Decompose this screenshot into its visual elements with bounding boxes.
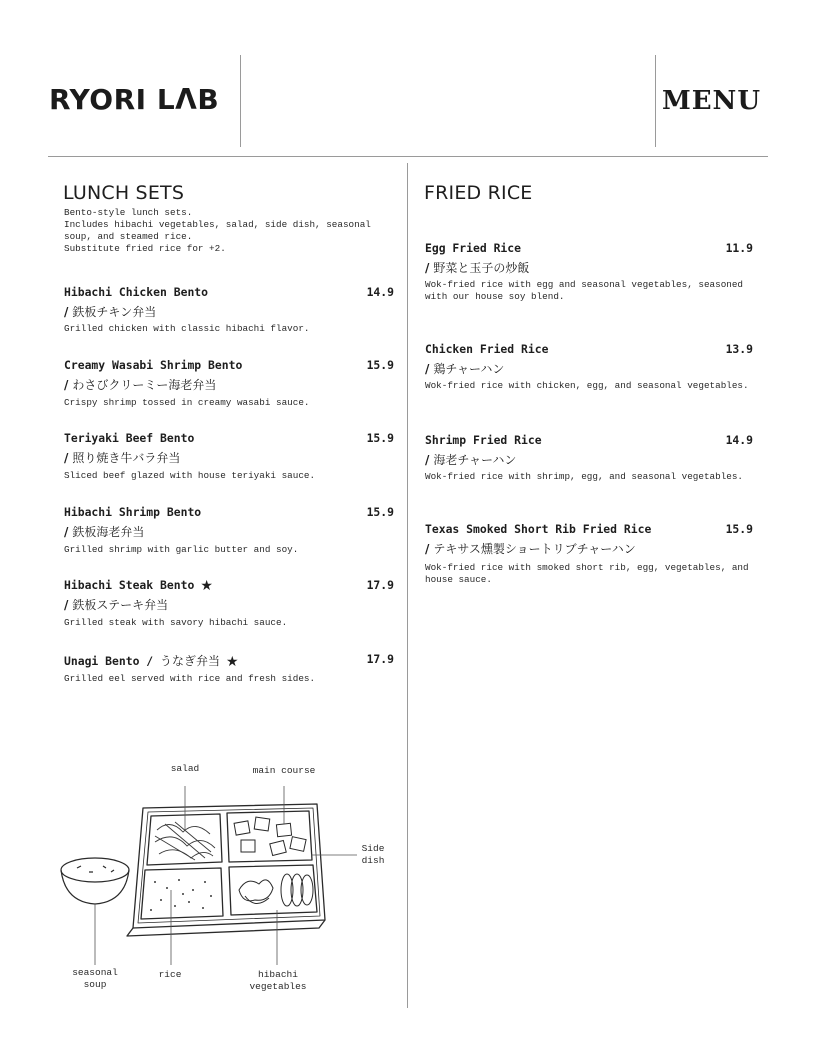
item-japanese-name	[64, 523, 144, 540]
item-jp-text: 海老チャーハン	[433, 453, 517, 467]
diagram-label-side-dish: Side dish	[361, 843, 385, 866]
item-jp-text: 野菜と玉子の炒飯	[433, 261, 530, 275]
item-name: Teriyaki Beef Bento	[64, 431, 195, 445]
item-price: 15.9	[366, 358, 394, 372]
item-price: 15.9	[725, 522, 753, 536]
slash-separator: /	[64, 451, 69, 465]
item-name	[64, 578, 213, 594]
item-jp-text: 鉄板ステーキ弁当	[72, 598, 169, 612]
menu-item-creamy-wasabi-shrimp-bento	[64, 358, 396, 418]
item-name-text: Unagi Bento	[64, 654, 140, 668]
item-price: 15.9	[366, 431, 394, 445]
diagram-label-seasonal-soup: seasonal soup	[72, 967, 118, 990]
item-jp-text: 鉄板チキン弁当	[72, 305, 157, 319]
item-japanese-name	[425, 451, 516, 468]
item-name-text: Hibachi Steak Bento	[64, 578, 195, 592]
menu-item-hibachi-shrimp-bento	[64, 505, 396, 565]
item-name: Shrimp Fried Rice	[425, 433, 542, 447]
slash-separator: /	[64, 305, 69, 319]
item-price: 17.9	[366, 652, 394, 666]
diagram-label-hibachi-vegetables: hibachi vegetables	[249, 969, 307, 992]
menu-item-egg-fried-rice	[425, 241, 755, 307]
menu-item-texas-smoked-short-rib-fried-rice	[425, 522, 755, 588]
item-description: Grilled shrimp with garlic butter and soy.	[64, 544, 299, 555]
slash-separator: /	[425, 453, 430, 467]
item-jp-text: 鶏チャーハン	[433, 362, 505, 376]
brand-logo: RYORI LΛB	[49, 83, 220, 116]
item-price: 14.9	[725, 433, 753, 447]
slash-separator: /	[425, 261, 430, 275]
slash-separator: /	[64, 598, 69, 612]
item-japanese-name	[425, 540, 636, 557]
item-japanese-name	[425, 259, 529, 276]
bento-box-illustration	[55, 760, 385, 970]
slash-separator: /	[64, 378, 69, 392]
item-jp-text: 鉄板海老弁当	[72, 525, 145, 539]
item-jp-text: テキサス燻製ショートリブチャーハン	[433, 542, 636, 556]
item-name	[64, 652, 239, 670]
lunch-sets-title: LUNCH SETS	[63, 182, 185, 204]
item-price: 11.9	[725, 241, 753, 255]
item-description: Wok-fried rice with shrimp, egg, and seasonal vegetables.	[425, 471, 744, 482]
item-name: Chicken Fried Rice	[425, 342, 549, 356]
slash-separator: /	[425, 542, 430, 556]
item-jp-text: うなぎ弁当	[160, 654, 221, 668]
item-price: 15.9	[366, 505, 394, 519]
menu-item-chicken-fried-rice	[425, 342, 755, 398]
item-description: Wok-fried rice with smoked short rib, egg, vegetables, and house sauce.	[425, 562, 749, 585]
item-description: Wok-fried rice with egg and seasonal vegetables, seasoned with our house soy blend.	[425, 279, 744, 302]
menu-item-shrimp-fried-rice	[425, 433, 755, 489]
diagram-label-main-course: main course	[252, 765, 316, 776]
item-description: Sliced beef glazed with house teriyaki sauce.	[64, 470, 316, 481]
item-jp-text: わさびクリーミー海老弁当	[72, 378, 217, 392]
menu-item-hibachi-chicken-bento	[64, 285, 396, 345]
item-description: Grilled eel served with rice and fresh sides.	[64, 673, 316, 684]
star-icon: ★	[200, 578, 213, 594]
item-description: Grilled steak with savory hibachi sauce.	[64, 617, 288, 628]
slash-separator: /	[64, 525, 69, 539]
header-rule	[48, 156, 768, 157]
menu-item-unagi-bento	[64, 652, 396, 692]
item-price: 14.9	[366, 285, 394, 299]
diagram-label-rice: rice	[158, 969, 182, 980]
item-japanese-name	[64, 449, 180, 466]
header-divider-left	[240, 55, 241, 147]
item-name: Egg Fried Rice	[425, 241, 522, 255]
item-description: Crispy shrimp tossed in creamy wasabi sauce.	[64, 397, 310, 408]
item-name: Hibachi Shrimp Bento	[64, 505, 202, 519]
item-price: 17.9	[366, 578, 394, 592]
item-jp-text: 照り焼き牛バラ弁当	[72, 451, 181, 465]
item-japanese-name	[64, 596, 168, 613]
item-name: Texas Smoked Short Rib Fried Rice	[425, 522, 652, 536]
item-description: Wok-fried rice with chicken, egg, and seasonal vegetables.	[425, 380, 749, 391]
menu-item-teriyaki-beef-bento	[64, 431, 396, 491]
item-name: Hibachi Chicken Bento	[64, 285, 209, 299]
slash-separator: /	[146, 654, 154, 668]
fried-rice-title: FRIED RICE	[424, 182, 533, 204]
item-japanese-name	[64, 376, 216, 393]
menu-title: MENU	[661, 86, 761, 116]
item-japanese-name	[425, 360, 504, 377]
diagram-label-salad: salad	[170, 763, 200, 774]
star-icon: ★	[226, 654, 239, 670]
item-price: 13.9	[725, 342, 753, 356]
column-divider	[407, 163, 408, 1008]
soup-bowl	[61, 858, 129, 882]
item-description: Grilled chicken with classic hibachi flavor.	[64, 323, 310, 334]
menu-item-hibachi-steak-bento	[64, 578, 396, 638]
item-name: Creamy Wasabi Shrimp Bento	[64, 358, 243, 372]
header-divider-right	[655, 55, 656, 147]
item-japanese-name	[64, 303, 156, 320]
lunch-sets-description: Bento-style lunch sets. Includes hibachi vegetables, salad, side dish, seasonal soup, and steamed rice. Substitute fried rice for +2.	[64, 207, 371, 254]
slash-separator: /	[425, 362, 430, 376]
